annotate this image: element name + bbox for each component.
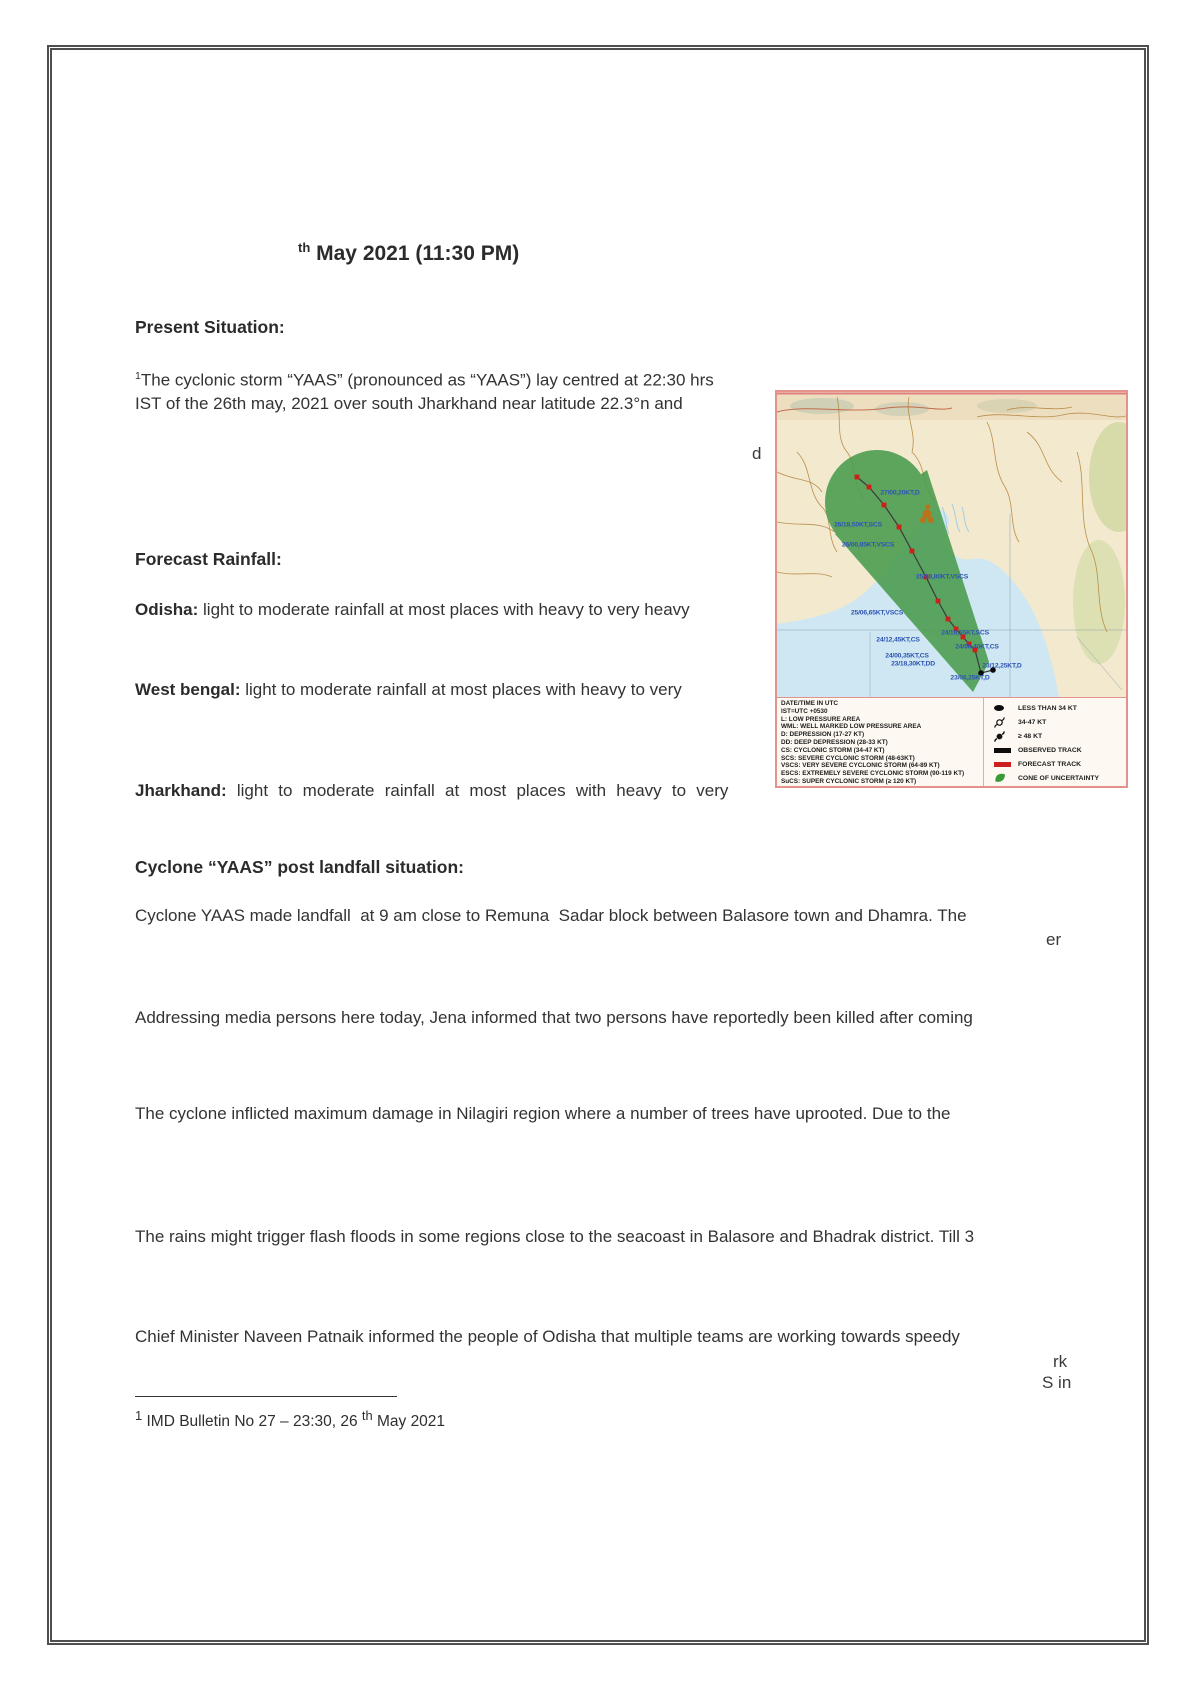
page-title <box>298 240 519 266</box>
legend-row <box>994 743 1126 757</box>
footnote-separator <box>135 1396 397 1397</box>
map-graphics <box>777 392 1126 697</box>
post-landfall-para3: The cyclone inflicted maximum damage in Nilagiri region where a number of trees have uprooted. Due to the <box>135 1104 951 1123</box>
legend-abbreviation-line: SCS: SEVERE CYCLONIC STORM (48-63KT) <box>781 754 915 762</box>
legend-abbreviation-line: DD: DEEP DEPRESSION (28-33 KT) <box>781 738 888 746</box>
forecast-position-marker <box>946 617 951 622</box>
legend-abbreviations <box>777 698 983 786</box>
legend-label: LESS THAN 34 KT <box>1018 704 1077 712</box>
truncated-text-fragment: S in <box>1042 1373 1072 1392</box>
post-landfall-para5: Chief Minister Naveen Patnaik informed the people of Odisha that multiple teams are working towards speedy <box>135 1327 960 1346</box>
legend-abbreviation-line: VSCS: VERY SEVERE CYCLONIC STORM (64-89 KT) <box>781 762 940 770</box>
truncated-text-fragment: d <box>752 444 762 463</box>
track-point-label: 25/06,65KT,VSCS <box>850 609 904 617</box>
legend-abbreviation-line: D: DEPRESSION (17-27 KT) <box>781 731 865 739</box>
post-landfall-para1: Cyclone YAAS made landfall at 9 am close to Remuna Sadar block between Balasore town and Dhamra. The <box>135 906 967 925</box>
heading-present-situation: Present Situation: <box>135 317 285 337</box>
legend-abbreviation-line: WML: WELL MARKED LOW PRESSURE AREA <box>781 723 922 731</box>
post-landfall-para2: Addressing media persons here today, Jena informed that two persons have reportedly been killed after coming <box>135 1008 973 1027</box>
present-situation-line1: $^1$The cyclonic storm “YAAS” (pronounced as “YAAS”) lay centred at 22:30 hrs <box>135 370 714 390</box>
heading-post-landfall: Cyclone “YAAS” post landfall situation: <box>135 857 464 877</box>
track-point-label: 23/12,25KT,D <box>982 662 1022 670</box>
forecast-position-marker <box>936 599 941 604</box>
forecast-position-marker <box>867 485 872 490</box>
forecast-bar-icon <box>994 762 1014 767</box>
legend-symbols <box>984 698 1126 786</box>
post-landfall-para4: The rains might trigger flash floods in some regions close to the seacoast in Balasore and Bhadrak district. Till 3 <box>135 1227 975 1246</box>
legend-label: CONE OF UNCERTAINTY <box>1018 774 1100 782</box>
legend-row <box>994 771 1126 785</box>
track-point-label: 26/00,85KT,VSCS <box>841 541 895 549</box>
track-point-label: 24/18,55KT,SCS <box>941 629 989 637</box>
forecast-position-marker <box>882 503 887 508</box>
rainfall-jharkhand: Jharkhand: light to moderate rainfall at most places with heavy to very <box>135 781 729 800</box>
legend-label: OBSERVED TRACK <box>1018 746 1082 754</box>
legend-abbreviation-line: CS: CYCLONIC STORM (34-47 KT) <box>781 746 885 754</box>
track-point-label: 23/18,30KT,DD <box>891 660 935 668</box>
track-point-label: 24/06,40KT,CS <box>955 643 999 651</box>
track-point-label: 27/00,20KT,D <box>880 489 920 497</box>
present-situation-line2: IST of the 26th may, 2021 over south Jharkhand near latitude 22.3°n and <box>135 394 683 413</box>
cyclone-track-map <box>775 390 1128 788</box>
forecast-position-marker <box>897 525 902 530</box>
cyclone-open-icon <box>994 717 1014 728</box>
track-point-label: 23/06,25KT,D <box>950 674 990 682</box>
truncated-text-fragment: er <box>1046 930 1062 949</box>
rainfall-west-bengal: West bengal: light to moderate rainfall at most places with heavy to very <box>135 680 682 699</box>
title-superscript: th <box>298 240 311 255</box>
legend-label: ≥ 48 KT <box>1018 732 1043 740</box>
title-text: May 2021 (11:30 PM) <box>310 242 520 265</box>
legend-row <box>994 701 1126 715</box>
track-point-label: 25/18,80KT,VSCS <box>915 573 969 581</box>
legend-abbreviation-line: L: LOW PRESSURE AREA <box>781 715 861 723</box>
legend-abbreviation-line: SuCS: SUPER CYCLONIC STORM (≥ 120 KT) <box>781 777 917 785</box>
legend-row <box>994 729 1126 743</box>
forecast-position-marker <box>910 549 915 554</box>
track-point-label: 24/12,45KT,CS <box>876 636 920 644</box>
page-border-frame <box>47 45 1149 1645</box>
legend-label: FORECAST TRACK <box>1018 760 1082 768</box>
truncated-text-fragment: rk <box>1053 1352 1068 1371</box>
map-canvas <box>777 392 1126 697</box>
legend-abbreviation-line: IST=UTC +0530 <box>781 707 828 715</box>
legend-row <box>994 757 1126 771</box>
legend-abbreviation-line: ESCS: EXTREMELY SEVERE CYCLONIC STORM (90-119 KT) <box>781 770 965 778</box>
dot-icon <box>994 705 1014 711</box>
legend-label: 34-47 KT <box>1018 718 1047 726</box>
track-point-label: 26/18,50KT,SCS <box>834 521 882 529</box>
footnote-ref: 1 <box>135 370 141 382</box>
legend-row <box>994 715 1126 729</box>
heading-forecast-rainfall: Forecast Rainfall: <box>135 549 282 569</box>
map-legend <box>777 697 1126 786</box>
cyclone-filled-icon <box>994 731 1014 742</box>
observed-bar-icon <box>994 748 1014 753</box>
track-point-label: 24/00,35KT,CS <box>885 652 929 660</box>
forecast-position-marker <box>855 475 860 480</box>
rainfall-odisha: Odisha: light to moderate rainfall at most places with heavy to very heavy <box>135 600 690 619</box>
footnote: $^1$ IMD Bulletin No 27 – 23:30, 26 $^{th}$ May 2021 <box>135 1408 446 1431</box>
legend-abbreviation-line: DATE/TIME IN UTC <box>781 700 839 707</box>
cone-icon <box>994 773 1014 783</box>
